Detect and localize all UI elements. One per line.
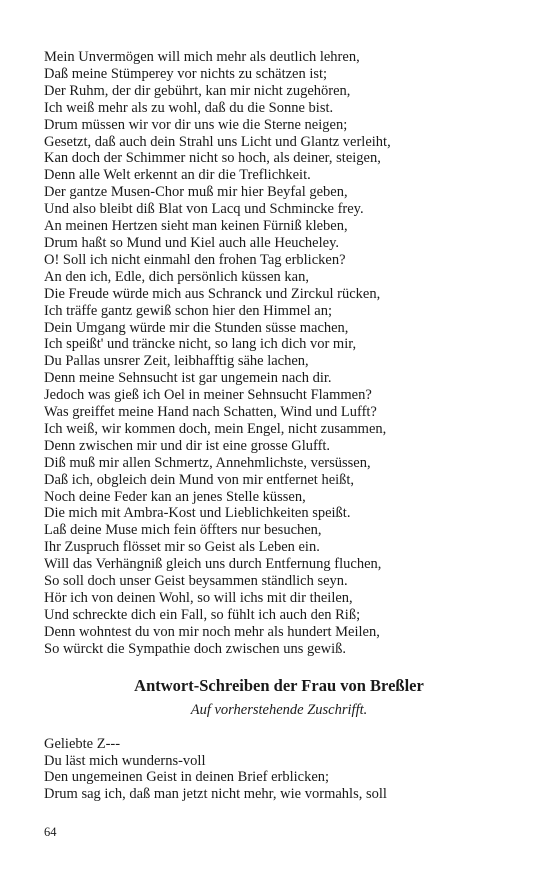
verse-line: Und schreckte dich ein Fall, so fühlt ich auch den Riß; [44, 606, 361, 623]
verse-line: So soll doch unser Geist beysammen ständlich seyn. [44, 573, 348, 590]
verse-line: Daß meine Stümperey vor nichts zu schätzen ist; [44, 65, 328, 82]
verse-line: So würckt die Sympathie doch zwischen uns gewiß. [44, 640, 347, 657]
section-title: Antwort-Schreiben der Frau von Breßler [134, 675, 424, 695]
verse-line: Du Pallas unsrer Zeit, leibhafftig sähe lachen, [44, 353, 309, 370]
page-body [44, 49, 514, 803]
verse-line: Den ungemeinen Geist in deinen Brief erblicken; [44, 769, 330, 786]
verse-line: Denn zwischen mir und dir ist eine grosse Glufft. [44, 437, 331, 454]
verse-line: Denn meine Sehnsucht ist gar ungemein nach dir. [44, 370, 332, 387]
verse-line: Der Ruhm, der dir gebührt, kan mir nicht zugehören, [44, 82, 351, 99]
verse-line: Gesetzt, daß auch dein Strahl uns Licht und Glantz verleiht, [44, 133, 391, 150]
verse-line: Mein Unvermögen will mich mehr als deutlich lehren, [44, 49, 360, 65]
verse-line: Denn wohntest du von mir noch mehr als hundert Meilen, [44, 623, 380, 640]
verse-line: Jedoch was gieß ich Oel in meiner Sehnsucht Flammen? [44, 387, 372, 404]
verse-line: Denn alle Welt erkennt an dir die Treflichkeit. [44, 167, 311, 184]
verse-line: Kan doch der Schimmer nicht so hoch, als deiner, steigen, [44, 150, 381, 167]
verse-line: Daß ich, obgleich dein Mund von mir entfernet heißt, [44, 471, 355, 488]
section-subtitle: Auf vorherstehende Zuschrifft. [190, 701, 368, 718]
verse-line: Dein Umgang würde mir die Stunden süsse machen, [44, 319, 349, 336]
verse-line: Noch deine Feder kan an jenes Stelle küssen, [44, 488, 306, 505]
verse-line: Hör ich von deinen Wohl, so will ichs mit dir theilen, [44, 590, 353, 606]
page-number: 64 [44, 825, 57, 839]
verse-line: Du läst mich wunderns-voll [44, 752, 206, 769]
verse-line: Ich weiß mehr als zu wohl, daß du die Sonne bist. [44, 99, 334, 116]
verse-line: Diß muß mir allen Schmertz, Annehmlichste, versüssen, [44, 454, 371, 471]
verse-line: Laß deine Muse mich fein öffters nur besuchen, [44, 522, 322, 539]
verse-line: An den ich, Edle, dich persönlich küssen kan, [44, 268, 309, 285]
verse-line: Was greiffet meine Hand nach Schatten, Wind und Lufft? [44, 404, 377, 421]
verse-line: Ich weiß, wir kommen doch, mein Engel, nicht zusammen, [44, 420, 387, 437]
verse-line: Drum haßt so Mund und Kiel auch alle Heucheley. [44, 234, 340, 251]
verse-line: Die mich mit Ambra-Kost und Lieblichkeiten speißt. [44, 505, 351, 522]
poem-first [44, 49, 514, 658]
verse-line: Die Freude würde mich aus Schranck und Zirckul rücken, [44, 285, 381, 302]
verse-line: Ich speißt' und träncke nicht, so lang ich dich vor mir, [44, 336, 357, 353]
poem-second [44, 736, 514, 804]
verse-line: Ihr Zuspruch flösset mir so Geist als Leben ein. [44, 539, 320, 556]
verse-line: Drum sag ich, daß man jetzt nicht mehr, wie vormahls, soll [44, 786, 387, 803]
verse-line: Und also bleibt diß Blat von Lacq und Schmincke frey. [44, 201, 364, 218]
verse-line: An meinen Hertzen sieht man keinen Fürniß kleben, [44, 218, 348, 235]
verse-line: Drum müssen wir vor dir uns wie die Sterne neigen; [44, 116, 348, 133]
verse-line: Ich träffe gantz gewiß schon hier den Himmel an; [44, 302, 333, 319]
verse-line: Will das Verhängniß gleich uns durch Entfernung fluchen, [44, 556, 382, 573]
verse-line: Geliebte Z--- [44, 735, 121, 752]
verse-line: O! Soll ich nicht einmahl den frohen Tag erblicken? [44, 251, 346, 268]
verse-line: Der gantze Musen-Chor muß mir hier Beyfal geben, [44, 184, 348, 201]
